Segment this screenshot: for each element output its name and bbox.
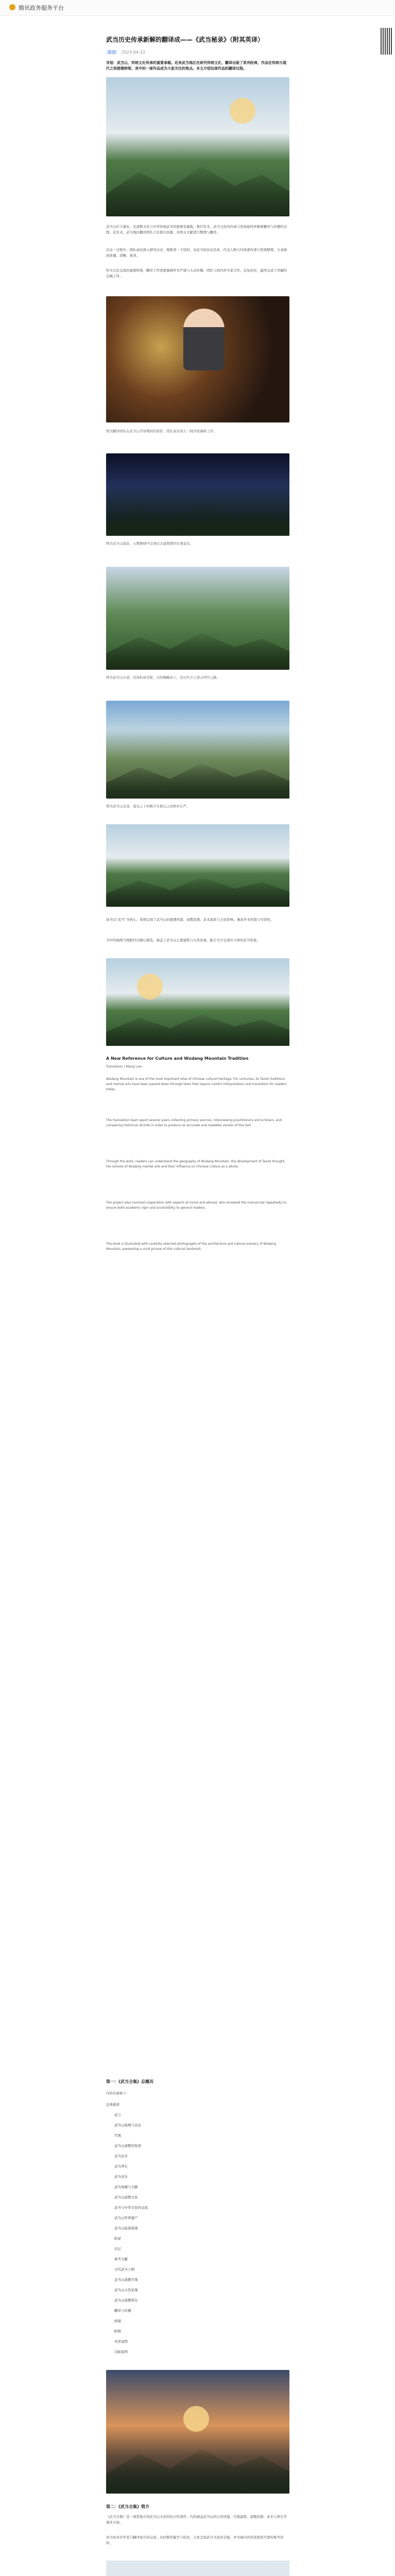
toc-item: 武当养生 (114, 2164, 128, 2168)
toc-item: 出版说明 (114, 2350, 128, 2354)
article-title: 武当历史传承新解的翻译成——《武当秘录》（附其英译） (106, 36, 264, 43)
mountain-ridge (106, 1011, 289, 1046)
toc-item: 武当山地理与历史 (114, 2123, 141, 2127)
palace-image (106, 958, 289, 1046)
toc-item: 参考文献 (114, 2257, 128, 2261)
logo-icon[interactable] (9, 4, 15, 10)
toc-item: 武当山道教文化 (114, 2195, 138, 2199)
article-meta (106, 49, 145, 55)
sun-icon (137, 974, 163, 999)
toc-item: 总体描述 (106, 2103, 119, 2107)
paragraph: 武当山位于湖北，是道教文化与中华传统武术的重要发源地。数百年来，武当文化的传承与发扬始终伴随着翻译与传播的过程。近年来，武当地区翻译团队立足地方资源，对相关文献进行整理与翻译。 (106, 225, 287, 234)
english-subtitle: Translation | Wang Lian (106, 1065, 142, 1069)
paragraph: 书中的插图与图版经过精心挑选，涵盖了武当山主要建筑与自然景观，配合文字呈现出立体的武当形象。 (106, 938, 260, 942)
mountain-ridge (106, 759, 289, 799)
toc-item: 武当典籍与文献 (114, 2185, 138, 2189)
site-name[interactable]: 腾讯政务服务平台 (19, 5, 64, 11)
toc-item: 前言 (114, 2113, 121, 2117)
paragraph: 该书由多位学者与翻译家共同完成，历时数年编写与校对，力求呈现武当文化的全貌，并为海内外读者提供可靠的参考资料。 (106, 2535, 284, 2545)
mountain-ridge (106, 161, 289, 216)
toc-subheading: 内容目录如下： (106, 2091, 130, 2095)
section-two-heading: 第二：《武当全集》简介 (106, 2504, 149, 2509)
paragraph: 《武当全集》是一部系统介绍武当山文化的综合性著作，内容涵盖武当山的自然风貌、宫观建筑、道教思想、武术与养生等诸多方面。 (106, 2515, 287, 2524)
hero-image (106, 77, 289, 216)
night-landscape-image (106, 453, 289, 536)
toc-heading: 第一：《武当全集》总概况 (106, 2079, 153, 2084)
toc-item: 武当山自然景观 (114, 2288, 138, 2292)
english-paragraph: Through the work, readers can understand the geography of Wudang Mountain, the development of Taoist thought, the schools of Wudang martial arts and their influence on Chinese culture as a whole. (106, 1160, 285, 1168)
paragraph: 该书以“武当”为核心，系统呈现了武当山的地理风貌、道教思想、武术流派与文化影响，兼具学术价值与可读性。 (106, 918, 274, 922)
sun-icon (230, 98, 255, 124)
toc-item: 武当山道教宫观 (114, 2278, 138, 2282)
qr-code-icon[interactable] (381, 28, 392, 55)
toc-item: 古代武当人物 (114, 2267, 134, 2272)
toc-item: 译者说明 (114, 2340, 128, 2344)
publish-date: 2023-04-12 (121, 50, 146, 55)
mountain-ridge (106, 874, 289, 907)
temple-image (106, 824, 289, 907)
toc-item: 附图 (114, 2329, 121, 2333)
toc-item: 致谢 (114, 2319, 121, 2323)
article-lead: 导语：武当山，传统文化传承的重要承载。近来武当地区在研究传统文化，翻译出版了系列经典，作品在传统与现代之间搭建桥梁，其中的一部作品成为大家关注的焦点。本文介绍这部作品的翻译过程。 (106, 61, 286, 71)
person-figure (183, 309, 225, 370)
original-badge: 原创 (106, 50, 117, 55)
english-paragraph: The book is illustrated with carefully selected photographs of the architecture and natural scenery of Wudang Mountain, presenting a vivid picture of this cultural landmark. (106, 1242, 277, 1251)
paragraph: 作为文化交流的重要桥梁，翻译工作需要兼顾学术严谨与大众传播。团队与国内外专家合作，反复校对，最终完成了译稿的定稿工作。 (106, 268, 287, 278)
toc-item: 武当武术 (114, 2154, 128, 2158)
image-caption: 图为翻译团队在武当山考察期间的留影，团队成员深入一线开展调研工作。 (106, 429, 217, 433)
top-header (0, 0, 395, 16)
sun-icon (183, 2406, 209, 2432)
toc-item: 武当音乐 (114, 2175, 128, 2179)
toc-item: 武当山道教的发展 (114, 2144, 141, 2148)
forest-path-image (106, 567, 289, 670)
toc-item: 武当与中华文化的交流 (114, 2206, 148, 2210)
toc-item: 武当山旅游指南 (114, 2226, 138, 2230)
stone-stairs-image (106, 701, 289, 799)
dusk-landscape-image (106, 2370, 289, 2494)
toc-item: 后记 (114, 2247, 121, 2251)
interview-photo (106, 296, 289, 422)
toc-item: 武当山道教科仪 (114, 2298, 138, 2302)
toc-item: 武当山世界遗产 (114, 2216, 138, 2220)
book-cover-image (106, 2561, 289, 2576)
mountain-ridge (106, 503, 289, 536)
toc-item: 附录 (114, 2236, 121, 2241)
mountain-ridge (106, 629, 289, 670)
paragraph: 在这一过程中，团队成员深入研究历史，搜集第一手资料，对武当的历史沿革、代表人物与经典著作进行系统整理，力求做到准确、清晰、易读。 (106, 248, 287, 258)
image-caption: 图为武当山金顶，晨光之下的殿宇在群山之间格外庄严。 (106, 804, 190, 808)
toc-item: 宫观 (114, 2133, 121, 2138)
image-caption: 图为武当山古道，沿途松林茂密，石阶蜿蜒而上，是历代文人登山所经之路。 (106, 675, 220, 680)
mountain-ridge (106, 2444, 289, 2494)
image-caption: 图为武当山晨景，云雾缭绕中呈现出古建筑群的壮观景色。 (106, 541, 193, 546)
english-paragraph: The translation team spent several years collecting primary sources, interviewing practitioners and scholars, and comparing historical records in order to produce an accurate and readable version of the text. (106, 1118, 282, 1127)
english-title: A New Reference for Culture and Wudang Mountain Tradition (106, 1056, 249, 1061)
toc-item: 翻译与传播 (114, 2309, 131, 2313)
english-paragraph: Wudang Mountain is one of the most important sites of Chinese cultural heritage. For centuries, its Taoist traditions and martial arts have been passed down through texts that require careful interpretation and translation for readers today. (106, 1077, 287, 1091)
english-paragraph: The project also involved cooperation with experts at home and abroad, who reviewed the manuscript repeatedly to ensure both academic rigor and accessibility to general readers. (106, 1201, 287, 1210)
